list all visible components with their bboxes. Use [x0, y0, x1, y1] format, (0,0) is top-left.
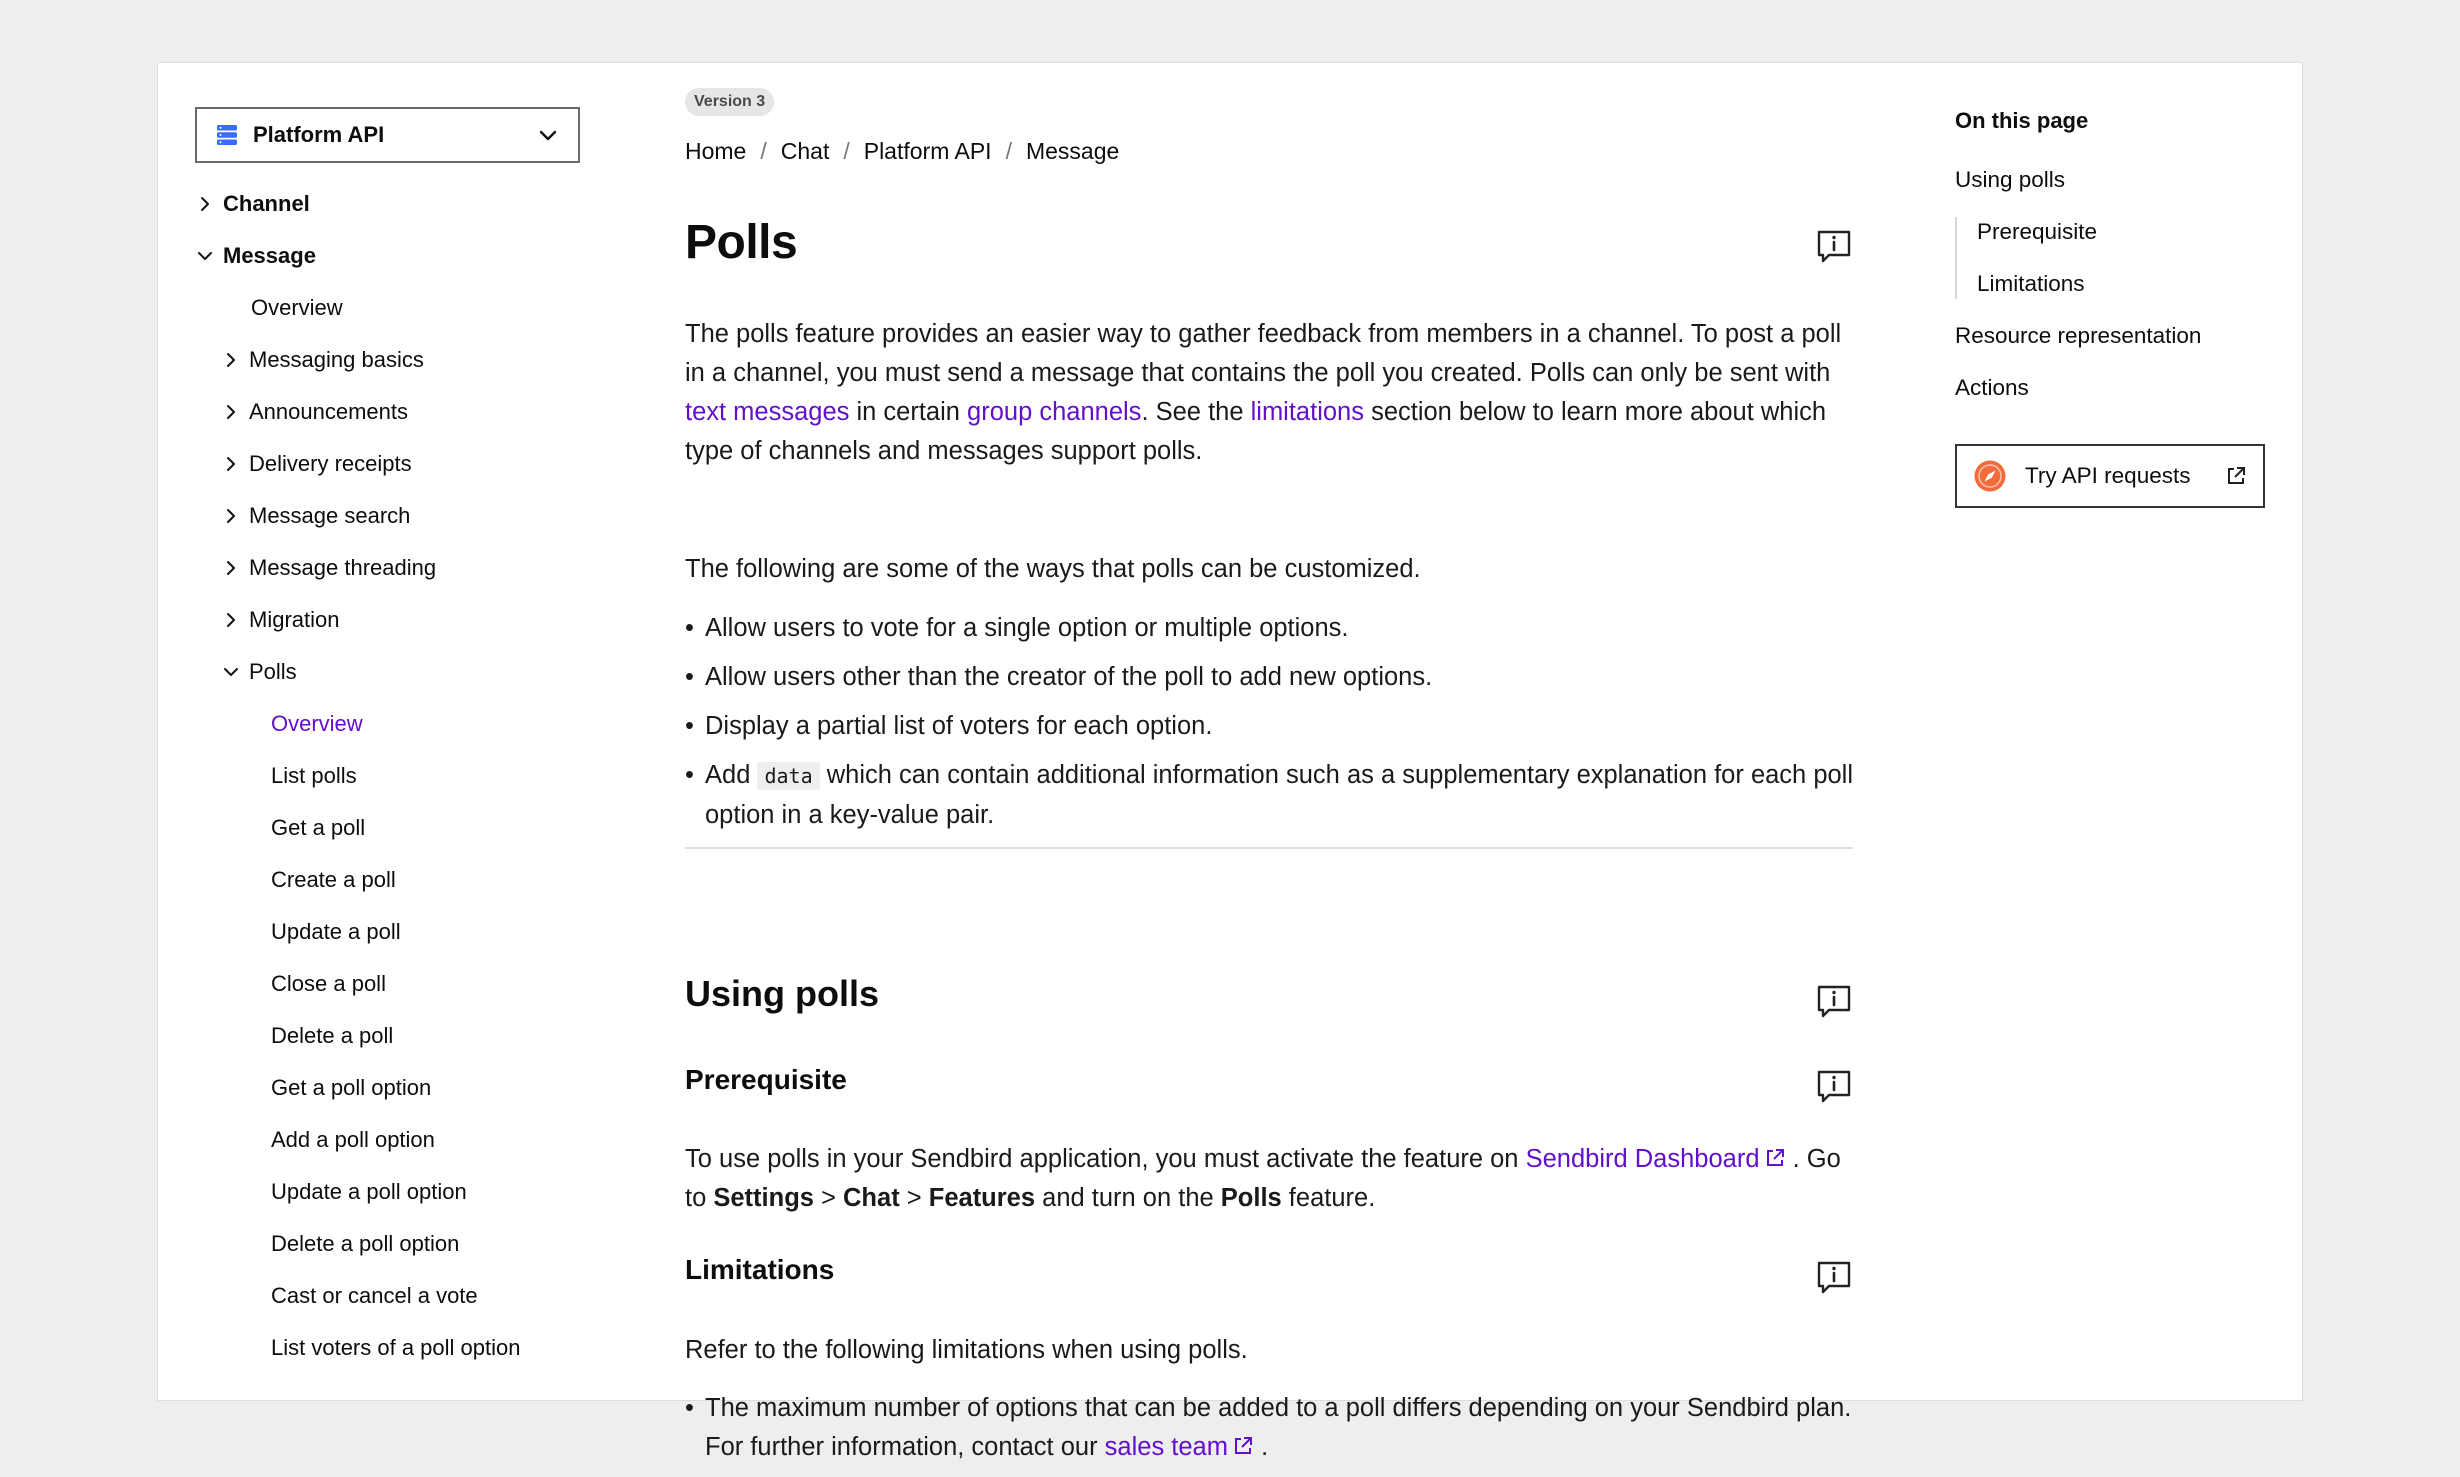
chevron-right-icon: [221, 506, 241, 526]
sidebar-item-label: Delete a poll option: [271, 1231, 460, 1256]
customization-intro: The following are some of the ways that polls can be customized.: [685, 555, 1421, 583]
sidebar-item-label: Message threading: [249, 555, 437, 580]
feedback-icon[interactable]: [1815, 1068, 1853, 1106]
sidebar-item-get-a-poll[interactable]: [271, 811, 365, 845]
sidebar-item-message-overview[interactable]: [251, 291, 343, 325]
text-messages-link[interactable]: text messages: [685, 398, 850, 426]
group-channels-link[interactable]: group channels: [967, 398, 1142, 426]
chevron-right-icon: [221, 454, 241, 474]
page-title: Polls: [685, 216, 798, 269]
feedback-icon[interactable]: [1815, 228, 1853, 266]
limitations-list: [685, 1389, 1853, 1477]
sidebar-item-label: Delivery receipts: [249, 451, 412, 476]
list-item: • Allow users other than the creator of the poll to add new options.: [685, 658, 1853, 697]
sidebar-item-message-threading[interactable]: [221, 551, 436, 585]
sidebar-item-label: Update a poll option: [271, 1179, 467, 1204]
sidebar-item-create-a-poll[interactable]: [271, 863, 396, 897]
list-item: • Allow users to vote for a single option or multiple options.: [685, 609, 1853, 648]
sidebar-item-label: Get a poll option: [271, 1075, 432, 1100]
database-icon: [215, 123, 239, 147]
limitations-heading: Limitations: [685, 1254, 835, 1285]
sidebar-item-label: Update a poll: [271, 919, 401, 944]
sidebar-item-list-voters[interactable]: [271, 1331, 520, 1365]
sidebar-item-announcements[interactable]: [221, 395, 408, 429]
sidebar-item-label: Close a poll: [271, 971, 386, 996]
breadcrumb-home[interactable]: Home: [685, 138, 747, 164]
using-polls-heading: Using polls: [685, 973, 880, 1014]
chevron-right-icon: [221, 402, 241, 422]
sidebar-item-delivery-receipts[interactable]: [221, 447, 412, 481]
feedback-icon[interactable]: [1815, 983, 1853, 1021]
toc-item-actions[interactable]: Actions: [1955, 375, 2029, 400]
breadcrumb-separator: /: [1005, 138, 1012, 164]
sidebar-item-messaging-basics[interactable]: [221, 343, 424, 377]
limitations-link[interactable]: limitations: [1250, 398, 1364, 426]
toc-item-limitations[interactable]: Limitations: [1977, 271, 2085, 296]
sidebar-item-polls-overview[interactable]: [271, 707, 363, 741]
sidebar-item-message-search[interactable]: [221, 499, 410, 533]
chevron-right-icon: [221, 350, 241, 370]
sendbird-dashboard-link[interactable]: Sendbird Dashboard: [1526, 1145, 1786, 1173]
sidebar-item-label: Overview: [271, 711, 363, 736]
breadcrumb-message[interactable]: Message: [1025, 138, 1120, 164]
sidebar-item-label: Cast or cancel a vote: [271, 1283, 478, 1308]
product-selector-label: Platform API: [253, 122, 385, 147]
sidebar-item-update-a-poll[interactable]: [271, 915, 401, 949]
sidebar-item-label: Polls: [249, 659, 297, 684]
sidebar-item-update-a-poll-option[interactable]: [271, 1175, 467, 1209]
sidebar-item-polls[interactable]: [221, 655, 297, 689]
sidebar-item-cast-or-cancel-a-vote[interactable]: [271, 1279, 478, 1313]
try-api-requests-button[interactable]: [1955, 444, 2265, 508]
sidebar-item-label: Message search: [249, 503, 411, 528]
breadcrumb-chat[interactable]: Chat: [780, 138, 830, 164]
external-link-icon: [2225, 465, 2247, 487]
sidebar-item-close-a-poll[interactable]: [271, 967, 386, 1001]
compass-icon: [1973, 459, 2007, 493]
chevron-down-icon: [536, 123, 560, 147]
sidebar-item-message[interactable]: [195, 239, 316, 273]
sidebar-item-delete-a-poll[interactable]: [271, 1019, 393, 1053]
breadcrumb-separator: /: [843, 138, 850, 164]
external-link-icon: [1232, 1435, 1254, 1457]
try-api-requests-label: Try API requests: [2025, 463, 2191, 488]
external-link-icon: [1764, 1147, 1786, 1169]
product-selector-dropdown[interactable]: [195, 107, 580, 163]
list-item: • Add data which can contain additional information such as a supplementary explanation for each poll option in a key-value pair.: [685, 756, 1853, 835]
sidebar-item-label: Channel: [223, 191, 310, 216]
sidebar-item-delete-a-poll-option[interactable]: [271, 1227, 459, 1261]
sidebar-item-label: Overview: [251, 295, 343, 320]
sidebar-item-label: Message: [223, 243, 316, 268]
version-badge: Version 3: [685, 88, 774, 116]
sidebar-item-channel[interactable]: [195, 187, 310, 221]
data-code: data: [757, 762, 819, 790]
toc-indent-line: [1955, 217, 1957, 299]
sidebar-item-get-a-poll-option[interactable]: [271, 1071, 431, 1105]
sidebar-item-label: Add a poll option: [271, 1127, 435, 1152]
sidebar-item-label: Announcements: [249, 399, 408, 424]
list-item: • The maximum number of options that can be added to a poll differs depending on your Sendbird plan. For further information, contact our sales team .: [685, 1389, 1853, 1467]
toc-title: On this page: [1955, 108, 2089, 133]
chevron-right-icon: [195, 194, 215, 214]
sidebar-item-label: Create a poll: [271, 867, 396, 892]
customization-list: [685, 609, 1853, 845]
toc-item-using-polls[interactable]: Using polls: [1955, 167, 2066, 192]
intro-paragraph: The polls feature provides an easier way to gather feedback from members in a channel. To post a poll in a channel, you must send a message that contains the poll you created. Polls can only be sent with text messages in certain group channels. See the limitations section below to learn more about which type of channels and messages support polls.: [685, 320, 1842, 465]
breadcrumb-platform-api[interactable]: Platform API: [863, 138, 992, 164]
sidebar-item-label: List polls: [271, 763, 357, 788]
sidebar-item-list-polls[interactable]: [271, 759, 357, 793]
sales-team-link[interactable]: sales team: [1105, 1433, 1254, 1461]
breadcrumb-separator: /: [760, 138, 767, 164]
sidebar-item-label: Get a poll: [271, 815, 366, 840]
toc-item-prerequisite[interactable]: Prerequisite: [1977, 219, 2098, 244]
sidebar-item-label: List voters of a poll option: [271, 1335, 521, 1360]
list-item: • Display a partial list of voters for each option.: [685, 707, 1853, 746]
chevron-down-icon: [195, 246, 215, 266]
feedback-icon[interactable]: [1815, 1259, 1853, 1297]
section-divider: [685, 847, 1853, 849]
toc-item-resource-representation[interactable]: Resource representation: [1955, 323, 2202, 348]
sidebar-item-label: Messaging basics: [249, 347, 424, 372]
sidebar-item-add-a-poll-option[interactable]: [271, 1123, 435, 1157]
docs-window: [157, 62, 2303, 1461]
chevron-right-icon: [221, 558, 241, 578]
sidebar-item-label: Migration: [249, 607, 340, 632]
sidebar-item-label: Delete a poll: [271, 1023, 394, 1048]
breadcrumb: [685, 138, 1119, 165]
main-content: [685, 63, 1854, 1461]
limitations-intro: Refer to the following limitations when using polls.: [685, 1336, 1248, 1364]
prerequisite-paragraph: To use polls in your Sendbird application, you must activate the feature on Sendbird Dashboard . Go to Settings > Chat > Features and turn on the Polls feature.: [685, 1145, 1841, 1212]
sidebar-item-migration[interactable]: [221, 603, 339, 637]
chevron-down-icon: [221, 662, 241, 682]
chevron-right-icon: [221, 610, 241, 630]
prerequisite-heading: Prerequisite: [685, 1064, 847, 1095]
